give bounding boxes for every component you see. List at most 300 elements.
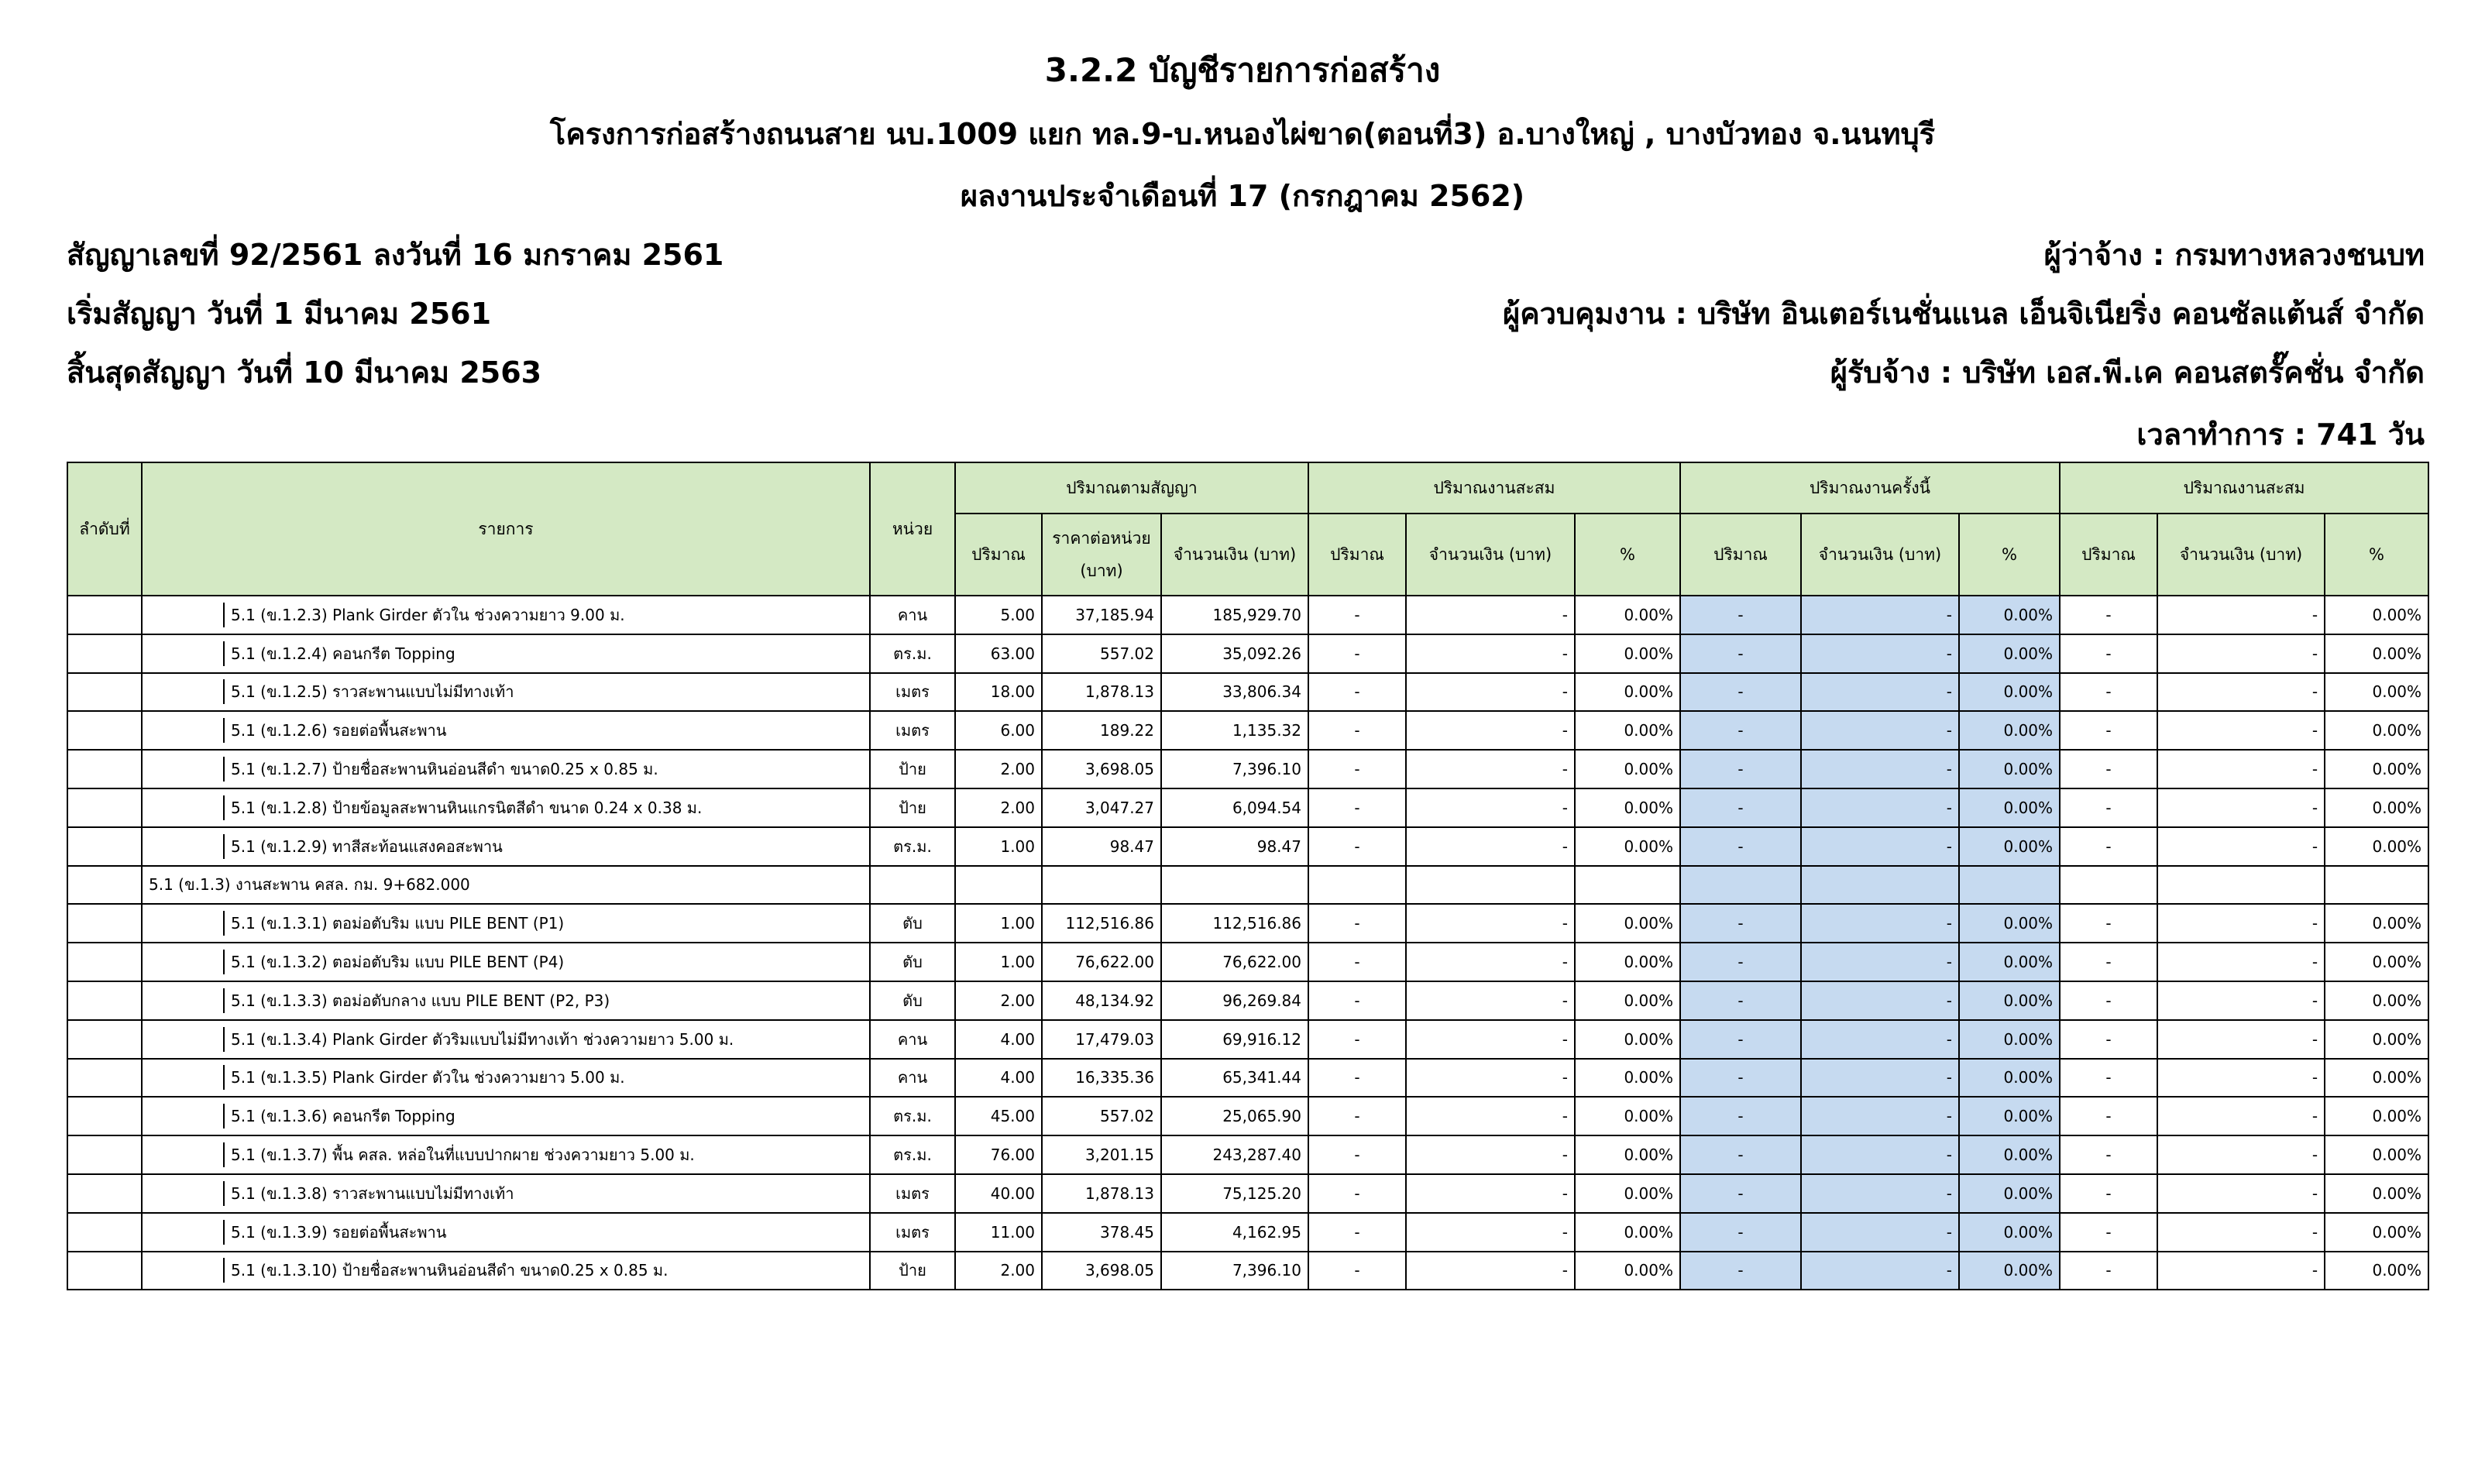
cell-cur-pct: 0.00% <box>1959 1213 2060 1252</box>
cell-price: 17,479.03 <box>1042 1020 1161 1059</box>
cell-cum-qty: - <box>2060 1174 2157 1213</box>
table-row <box>67 634 2428 673</box>
cell-no <box>67 866 142 905</box>
cell-cum-qty: - <box>2060 750 2157 788</box>
cell-empty <box>1042 866 1161 905</box>
cell-cum-amt: - <box>2157 904 2325 943</box>
cell-unit: เมตร <box>870 1213 955 1252</box>
table-row <box>67 711 2428 750</box>
cell-price: 16,335.36 <box>1042 1059 1161 1098</box>
col-percent: % <box>1575 514 1680 596</box>
cell-empty <box>1959 866 2060 905</box>
cell-prev-qty: - <box>1308 904 1406 943</box>
cell-no <box>67 1059 142 1098</box>
cell-cum-amt: - <box>2157 1059 2325 1098</box>
cell-price: 3,201.15 <box>1042 1135 1161 1174</box>
cell-item <box>142 1135 870 1174</box>
cell-cur-qty: - <box>1680 904 1801 943</box>
cell-unit: เมตร <box>870 711 955 750</box>
contract-number: สัญญาเลขที่ 92/2561 ลงวันที่ 16 มกราคม 2561 <box>67 238 724 272</box>
table-row <box>67 827 2428 866</box>
cell-cur-qty: - <box>1680 981 1801 1020</box>
report-period: ผลงานประจำเดือนที่ 17 (กรกฎาคม 2562) <box>960 179 1525 213</box>
cell-cum-qty: - <box>2060 1252 2157 1290</box>
cell-amount: 96,269.84 <box>1161 981 1308 1020</box>
cell-unit <box>870 866 955 905</box>
cell-cum-amt: - <box>2157 788 2325 827</box>
cell-no <box>67 634 142 673</box>
cell-prev-amt: - <box>1406 981 1575 1020</box>
cell-prev-amt: - <box>1406 904 1575 943</box>
cell-unit: คาน <box>870 1020 955 1059</box>
item-description: 5.1 (ข.1.3.2) ตอม่อตับริม แบบ PILE BENT (P4) <box>223 950 863 974</box>
cell-no <box>67 1135 142 1174</box>
cell-no <box>67 1174 142 1213</box>
cell-unit: ตับ <box>870 904 955 943</box>
cell-prev-qty: - <box>1308 1059 1406 1098</box>
item-description: 5.1 (ข.1.3.3) ตอม่อตับกลาง แบบ PILE BENT (P2, P3) <box>223 988 863 1013</box>
cell-qty: 76.00 <box>955 1135 1042 1174</box>
cell-cur-amt: - <box>1801 596 1959 634</box>
item-description: 5.1 (ข.1.3.9) รอยต่อพื้นสะพาน <box>223 1220 863 1245</box>
cell-cum-qty: - <box>2060 981 2157 1020</box>
cell-no <box>67 1097 142 1135</box>
supervisor: ผู้ควบคุมงาน : บริษัท อินเตอร์เนชั่นแนล เอ็นจิเนียริ่ง คอนซัลแต้นส์ จำกัด <box>1502 297 2425 331</box>
cell-prev-amt: - <box>1406 943 1575 981</box>
cell-cum-amt: - <box>2157 1213 2325 1252</box>
cell-amount: 1,135.32 <box>1161 711 1308 750</box>
cell-cur-qty: - <box>1680 788 1801 827</box>
cell-prev-amt: - <box>1406 1252 1575 1290</box>
cell-cur-qty: - <box>1680 1020 1801 1059</box>
cell-prev-qty: - <box>1308 1097 1406 1135</box>
cell-cum-pct: 0.00% <box>2325 1174 2428 1213</box>
cell-cum-qty: - <box>2060 711 2157 750</box>
cell-no <box>67 943 142 981</box>
cell-cur-pct: 0.00% <box>1959 1135 2060 1174</box>
cell-price: 557.02 <box>1042 634 1161 673</box>
table-row <box>67 1059 2428 1098</box>
cell-unit: ตับ <box>870 981 955 1020</box>
cell-cum-qty: - <box>2060 1097 2157 1135</box>
cell-cum-amt: - <box>2157 1097 2325 1135</box>
cell-cum-pct: 0.00% <box>2325 634 2428 673</box>
cell-unit: ตร.ม. <box>870 634 955 673</box>
cell-qty: 11.00 <box>955 1213 1042 1252</box>
cell-item <box>142 1174 870 1213</box>
item-description: 5.1 (ข.1.3.1) ตอม่อตับริม แบบ PILE BENT (P1) <box>223 911 863 936</box>
cell-cur-qty: - <box>1680 1213 1801 1252</box>
cell-item <box>142 904 870 943</box>
cell-cum-pct: 0.00% <box>2325 750 2428 788</box>
table-row <box>67 904 2428 943</box>
contract-end: สิ้นสุดสัญญา วันที่ 10 มีนาคม 2563 <box>67 356 542 390</box>
cell-qty: 4.00 <box>955 1020 1042 1059</box>
cell-cum-amt: - <box>2157 1020 2325 1059</box>
contract-start: เริ่มสัญญา วันที่ 1 มีนาคม 2561 <box>67 297 492 331</box>
cell-cum-pct: 0.00% <box>2325 1097 2428 1135</box>
cell-cur-amt: - <box>1801 1059 1959 1098</box>
table-header-row-1 <box>67 462 2428 514</box>
cell-cur-amt: - <box>1801 1020 1959 1059</box>
cell-cur-qty: - <box>1680 1252 1801 1290</box>
cell-cum-qty: - <box>2060 827 2157 866</box>
item-description: 5.1 (ข.1.3.6) คอนกรีต Topping <box>223 1104 863 1128</box>
contractor: ผู้รับจ้าง : บริษัท เอส.พี.เค คอนสตรั๊คชั่น จำกัด <box>1830 356 2425 390</box>
cell-prev-pct: 0.00% <box>1575 596 1680 634</box>
table-row <box>67 673 2428 712</box>
col-item: รายการ <box>142 462 870 596</box>
cell-amount: 6,094.54 <box>1161 788 1308 827</box>
cell-cur-qty: - <box>1680 1097 1801 1135</box>
cell-cur-pct: 0.00% <box>1959 1059 2060 1098</box>
cell-prev-amt: - <box>1406 1135 1575 1174</box>
cell-amount: 243,287.40 <box>1161 1135 1308 1174</box>
col-percent: % <box>1959 514 2060 596</box>
cell-qty: 45.00 <box>955 1097 1042 1135</box>
cell-item <box>142 827 870 866</box>
table-row <box>67 943 2428 981</box>
cell-prev-qty: - <box>1308 750 1406 788</box>
cell-prev-pct: 0.00% <box>1575 1097 1680 1135</box>
cell-amount: 7,396.10 <box>1161 750 1308 788</box>
cell-unit: เมตร <box>870 1174 955 1213</box>
item-description: 5.1 (ข.1.3.8) ราวสะพานแบบไม่มีทางเท้า <box>223 1181 863 1206</box>
cell-cur-amt: - <box>1801 788 1959 827</box>
cell-item <box>142 1020 870 1059</box>
cell-prev-amt: - <box>1406 1059 1575 1098</box>
cell-unit: ตร.ม. <box>870 1097 955 1135</box>
cell-qty: 2.00 <box>955 981 1042 1020</box>
cell-prev-pct: 0.00% <box>1575 981 1680 1020</box>
table-row <box>67 1213 2428 1252</box>
table-row <box>67 750 2428 788</box>
col-qty: ปริมาณ <box>1308 514 1406 596</box>
cell-cur-qty: - <box>1680 596 1801 634</box>
cell-cum-pct: 0.00% <box>2325 981 2428 1020</box>
col-group-cumulative: ปริมาณงานสะสม <box>2060 462 2428 514</box>
cell-amount: 33,806.34 <box>1161 673 1308 712</box>
cell-prev-pct: 0.00% <box>1575 1059 1680 1098</box>
cell-cum-amt: - <box>2157 1174 2325 1213</box>
cell-prev-qty: - <box>1308 1252 1406 1290</box>
table-row <box>67 981 2428 1020</box>
page-title: 3.2.2 บัญชีรายการก่อสร้าง <box>1044 51 1441 89</box>
cell-cum-pct: 0.00% <box>2325 1252 2428 1290</box>
cell-empty <box>955 866 1042 905</box>
cell-prev-amt: - <box>1406 788 1575 827</box>
duration: เวลาทำการ : 741 วัน <box>2136 417 2425 452</box>
cell-item <box>142 1097 870 1135</box>
cell-cur-amt: - <box>1801 1174 1959 1213</box>
table-row <box>67 1020 2428 1059</box>
cell-cum-qty: - <box>2060 904 2157 943</box>
item-description: 5.1 (ข.1.2.8) ป้ายข้อมูลสะพานหินแกรนิตสีดำ ขนาด 0.24 x 0.38 ม. <box>223 795 863 820</box>
cell-empty <box>1308 866 1406 905</box>
cell-amount: 7,396.10 <box>1161 1252 1308 1290</box>
table-row <box>67 596 2428 634</box>
cell-item <box>142 943 870 981</box>
cell-no <box>67 788 142 827</box>
cell-no <box>67 750 142 788</box>
cell-cur-qty: - <box>1680 1059 1801 1098</box>
cell-cur-pct: 0.00% <box>1959 596 2060 634</box>
cell-empty <box>1406 866 1575 905</box>
col-no: ลำดับที่ <box>67 462 142 596</box>
col-amount: จำนวนเงิน (บาท) <box>1161 514 1308 596</box>
cell-prev-pct: 0.00% <box>1575 788 1680 827</box>
cell-cur-pct: 0.00% <box>1959 904 2060 943</box>
cell-empty <box>1680 866 1801 905</box>
cell-prev-qty: - <box>1308 634 1406 673</box>
cell-cum-qty: - <box>2060 634 2157 673</box>
employer: ผู้ว่าจ้าง : กรมทางหลวงชนบท <box>2043 238 2425 272</box>
col-amount: จำนวนเงิน (บาท) <box>1406 514 1575 596</box>
cell-prev-pct: 0.00% <box>1575 711 1680 750</box>
item-description: 5.1 (ข.1.2.4) คอนกรีต Topping <box>223 641 863 666</box>
cell-amount: 75,125.20 <box>1161 1174 1308 1213</box>
cell-unit: ป้าย <box>870 788 955 827</box>
cell-price: 189.22 <box>1042 711 1161 750</box>
cell-price: 557.02 <box>1042 1097 1161 1135</box>
cell-cur-pct: 0.00% <box>1959 1020 2060 1059</box>
item-description: 5.1 (ข.1.3.4) Plank Girder ตัวริมแบบไม่มีทางเท้า ช่วงความยาว 5.00 ม. <box>223 1027 863 1052</box>
cell-prev-amt: - <box>1406 634 1575 673</box>
cell-item <box>142 1059 870 1098</box>
cell-prev-amt: - <box>1406 1097 1575 1135</box>
cell-prev-pct: 0.00% <box>1575 1213 1680 1252</box>
cell-cur-pct: 0.00% <box>1959 788 2060 827</box>
cell-unit: ป้าย <box>870 750 955 788</box>
cell-cur-amt: - <box>1801 1252 1959 1290</box>
col-group-contract: ปริมาณตามสัญญา <box>955 462 1308 514</box>
cell-unit: ตร.ม. <box>870 827 955 866</box>
cell-prev-qty: - <box>1308 1020 1406 1059</box>
cell-cum-qty: - <box>2060 673 2157 712</box>
cell-price: 1,878.13 <box>1042 1174 1161 1213</box>
cell-cur-pct: 0.00% <box>1959 1252 2060 1290</box>
col-group-current: ปริมาณงานครั้งนี้ <box>1680 462 2060 514</box>
group-heading: 5.1 (ข.1.3) งานสะพาน คสล. กม. 9+682.000 <box>142 866 870 905</box>
table-row <box>67 866 2428 905</box>
cell-prev-qty: - <box>1308 1213 1406 1252</box>
cell-empty <box>1801 866 1959 905</box>
cell-prev-qty: - <box>1308 711 1406 750</box>
table-row <box>67 788 2428 827</box>
cell-no <box>67 1213 142 1252</box>
cell-unit: ตร.ม. <box>870 1135 955 1174</box>
cell-prev-amt: - <box>1406 827 1575 866</box>
cell-amount: 69,916.12 <box>1161 1020 1308 1059</box>
cell-no <box>67 1252 142 1290</box>
cell-no <box>67 711 142 750</box>
cell-cum-amt: - <box>2157 1252 2325 1290</box>
cell-item <box>142 981 870 1020</box>
cell-cum-amt: - <box>2157 596 2325 634</box>
cell-prev-qty: - <box>1308 827 1406 866</box>
cell-item <box>142 596 870 634</box>
cell-cur-amt: - <box>1801 1135 1959 1174</box>
cell-prev-amt: - <box>1406 711 1575 750</box>
col-unit-price: ราคาต่อหน่วย (บาท) <box>1042 514 1161 596</box>
cell-price: 98.47 <box>1042 827 1161 866</box>
item-description: 5.1 (ข.1.3.5) Plank Girder ตัวใน ช่วงความยาว 5.00 ม. <box>223 1065 863 1090</box>
cell-prev-amt: - <box>1406 1213 1575 1252</box>
cell-cur-pct: 0.00% <box>1959 1097 2060 1135</box>
cell-cum-amt: - <box>2157 1135 2325 1174</box>
cell-unit: คาน <box>870 1059 955 1098</box>
cell-qty: 5.00 <box>955 596 1042 634</box>
cell-cur-qty: - <box>1680 943 1801 981</box>
cell-prev-pct: 0.00% <box>1575 634 1680 673</box>
cell-cum-qty: - <box>2060 1020 2157 1059</box>
cell-prev-pct: 0.00% <box>1575 1020 1680 1059</box>
item-description: 5.1 (ข.1.3.7) พื้น คสล. หล่อในที่แบบปากผาย ช่วงความยาว 5.00 ม. <box>223 1142 863 1167</box>
cell-no <box>67 981 142 1020</box>
cell-cum-pct: 0.00% <box>2325 943 2428 981</box>
cell-cur-pct: 0.00% <box>1959 943 2060 981</box>
cell-item <box>142 788 870 827</box>
cell-cum-pct: 0.00% <box>2325 1059 2428 1098</box>
cell-cum-pct: 0.00% <box>2325 788 2428 827</box>
cell-cur-amt: - <box>1801 1097 1959 1135</box>
cell-price: 48,134.92 <box>1042 981 1161 1020</box>
cell-cum-pct: 0.00% <box>2325 711 2428 750</box>
cell-prev-amt: - <box>1406 673 1575 712</box>
col-amount: จำนวนเงิน (บาท) <box>1801 514 1959 596</box>
cell-cur-amt: - <box>1801 827 1959 866</box>
cell-empty <box>1575 866 1680 905</box>
cell-qty: 1.00 <box>955 904 1042 943</box>
cell-prev-qty: - <box>1308 1174 1406 1213</box>
cell-cum-pct: 0.00% <box>2325 673 2428 712</box>
cell-prev-pct: 0.00% <box>1575 827 1680 866</box>
cell-cur-qty: - <box>1680 673 1801 712</box>
cell-prev-pct: 0.00% <box>1575 750 1680 788</box>
cell-prev-pct: 0.00% <box>1575 1252 1680 1290</box>
cell-qty: 18.00 <box>955 673 1042 712</box>
cell-cur-pct: 0.00% <box>1959 711 2060 750</box>
cell-cum-amt: - <box>2157 711 2325 750</box>
cell-no <box>67 1020 142 1059</box>
cell-qty: 1.00 <box>955 827 1042 866</box>
cell-cur-amt: - <box>1801 904 1959 943</box>
cell-prev-qty: - <box>1308 596 1406 634</box>
cell-amount: 25,065.90 <box>1161 1097 1308 1135</box>
cell-cum-pct: 0.00% <box>2325 596 2428 634</box>
cell-prev-amt: - <box>1406 1174 1575 1213</box>
cell-cum-pct: 0.00% <box>2325 1135 2428 1174</box>
cell-cur-qty: - <box>1680 827 1801 866</box>
cell-empty <box>2060 866 2157 905</box>
cell-unit: ตับ <box>870 943 955 981</box>
cell-item <box>142 750 870 788</box>
cell-cum-amt: - <box>2157 981 2325 1020</box>
cell-prev-qty: - <box>1308 943 1406 981</box>
project-name: โครงการก่อสร้างถนนสาย นบ.1009 แยก ทล.9-บ.หนองไผ่ขาด(ตอนที่3) อ.บางใหญ่ , บางบัวทอง จ.นนทบุรี <box>549 117 1936 151</box>
cell-cur-pct: 0.00% <box>1959 827 2060 866</box>
cell-amount: 35,092.26 <box>1161 634 1308 673</box>
cell-amount: 185,929.70 <box>1161 596 1308 634</box>
col-qty: ปริมาณ <box>955 514 1042 596</box>
item-description: 5.1 (ข.1.2.6) รอยต่อพื้นสะพาน <box>223 718 863 743</box>
cell-cur-pct: 0.00% <box>1959 634 2060 673</box>
col-amount: จำนวนเงิน (บาท) <box>2157 514 2325 596</box>
cell-cur-pct: 0.00% <box>1959 750 2060 788</box>
cell-cum-amt: - <box>2157 827 2325 866</box>
cell-no <box>67 596 142 634</box>
item-description: 5.1 (ข.1.2.9) ทาสีสะท้อนแสงคอสะพาน <box>223 834 863 859</box>
cell-item <box>142 634 870 673</box>
cell-price: 76,622.00 <box>1042 943 1161 981</box>
cell-unit: คาน <box>870 596 955 634</box>
cell-prev-qty: - <box>1308 673 1406 712</box>
cell-cum-pct: 0.00% <box>2325 1020 2428 1059</box>
cell-empty <box>1161 866 1308 905</box>
table-row <box>67 1174 2428 1213</box>
item-description: 5.1 (ข.1.2.7) ป้ายชื่อสะพานหินอ่อนสีดำ ขนาด0.25 x 0.85 ม. <box>223 757 863 782</box>
cell-prev-amt: - <box>1406 750 1575 788</box>
cell-prev-pct: 0.00% <box>1575 904 1680 943</box>
cell-qty: 1.00 <box>955 943 1042 981</box>
cell-cur-qty: - <box>1680 634 1801 673</box>
cell-cur-amt: - <box>1801 981 1959 1020</box>
cell-amount: 98.47 <box>1161 827 1308 866</box>
cell-empty <box>2325 866 2428 905</box>
cell-cur-amt: - <box>1801 673 1959 712</box>
cell-price: 3,698.05 <box>1042 1252 1161 1290</box>
cell-cum-qty: - <box>2060 596 2157 634</box>
cell-cur-amt: - <box>1801 943 1959 981</box>
cell-cur-qty: - <box>1680 750 1801 788</box>
cell-cum-qty: - <box>2060 1059 2157 1098</box>
cell-qty: 40.00 <box>955 1174 1042 1213</box>
item-description: 5.1 (ข.1.2.3) Plank Girder ตัวใน ช่วงความยาว 9.00 ม. <box>223 603 863 627</box>
cell-cur-qty: - <box>1680 1174 1801 1213</box>
col-percent: % <box>2325 514 2428 596</box>
cell-cur-qty: - <box>1680 711 1801 750</box>
cell-prev-amt: - <box>1406 1020 1575 1059</box>
cell-qty: 2.00 <box>955 788 1042 827</box>
cell-cur-pct: 0.00% <box>1959 981 2060 1020</box>
cell-cur-amt: - <box>1801 750 1959 788</box>
cell-qty: 4.00 <box>955 1059 1042 1098</box>
cell-cur-amt: - <box>1801 711 1959 750</box>
table-body <box>67 596 2428 1290</box>
cell-prev-pct: 0.00% <box>1575 943 1680 981</box>
cell-cum-qty: - <box>2060 1135 2157 1174</box>
item-description: 5.1 (ข.1.2.5) ราวสะพานแบบไม่มีทางเท้า <box>223 679 863 704</box>
cell-prev-qty: - <box>1308 788 1406 827</box>
cell-cum-pct: 0.00% <box>2325 904 2428 943</box>
cell-price: 1,878.13 <box>1042 673 1161 712</box>
col-unit: หน่วย <box>870 462 955 596</box>
cell-unit: เมตร <box>870 673 955 712</box>
cell-prev-pct: 0.00% <box>1575 673 1680 712</box>
col-qty: ปริมาณ <box>2060 514 2157 596</box>
cell-cur-pct: 0.00% <box>1959 673 2060 712</box>
cell-prev-qty: - <box>1308 981 1406 1020</box>
cell-item <box>142 1252 870 1290</box>
table-row <box>67 1135 2428 1174</box>
cell-item <box>142 711 870 750</box>
cell-cum-pct: 0.00% <box>2325 1213 2428 1252</box>
cell-empty <box>2157 866 2325 905</box>
table-row <box>67 1097 2428 1135</box>
cell-price: 3,698.05 <box>1042 750 1161 788</box>
cell-amount: 112,516.86 <box>1161 904 1308 943</box>
item-description: 5.1 (ข.1.3.10) ป้ายชื่อสะพานหินอ่อนสีดำ ขนาด0.25 x 0.85 ม. <box>223 1258 863 1283</box>
